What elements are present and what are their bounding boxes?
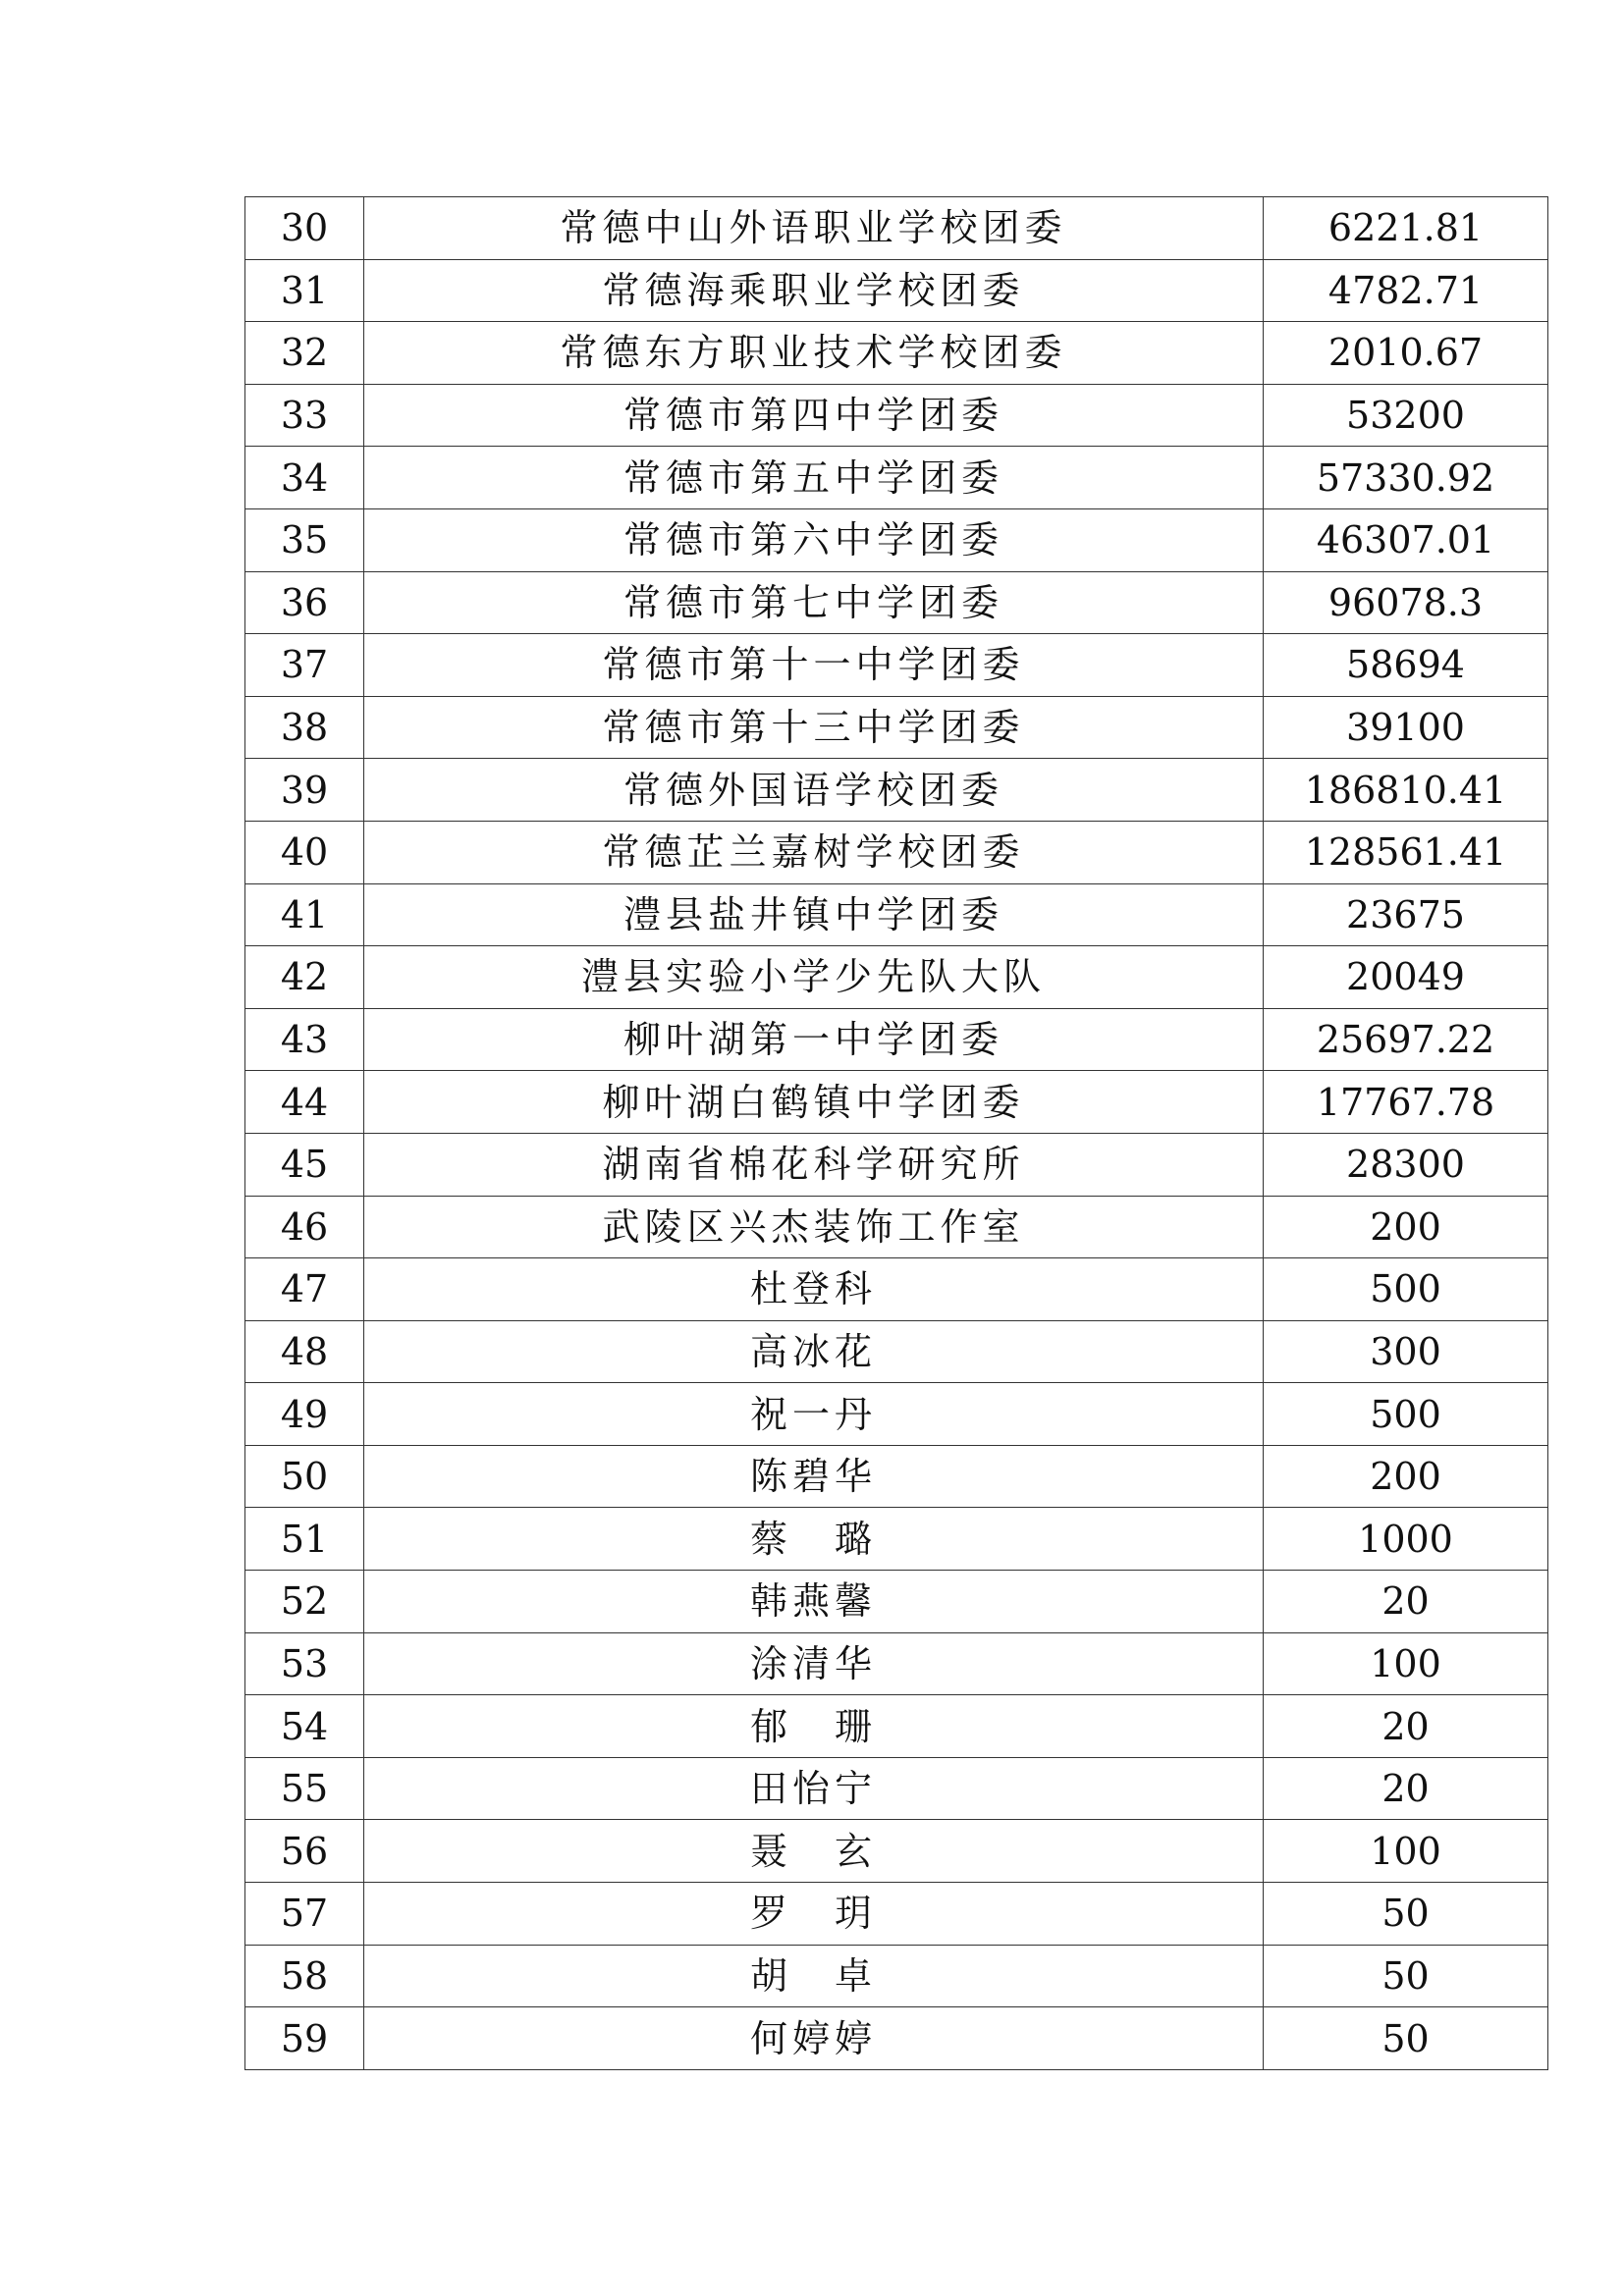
table-row: [245, 1196, 1548, 1258]
table-row: [245, 508, 1548, 571]
table-row: [245, 571, 1548, 634]
donor-name-cell: 常德外国语学校团委: [364, 759, 1264, 822]
row-number-cell: 44: [245, 1071, 364, 1134]
amount-cell: 100: [1264, 1632, 1548, 1695]
table-row: [245, 447, 1548, 509]
amount-cell: 96078.3: [1264, 571, 1548, 634]
table-row: [245, 1383, 1548, 1446]
row-number-cell: 48: [245, 1320, 364, 1383]
donor-name-cell: 常德市第十一中学团委: [364, 634, 1264, 697]
amount-cell: 200: [1264, 1445, 1548, 1508]
donor-name-cell: 澧县实验小学少先队大队: [364, 946, 1264, 1009]
amount-cell: 100: [1264, 1820, 1548, 1883]
donor-name-cell: 湖南省棉花科学研究所: [364, 1133, 1264, 1196]
amount-cell: 57330.92: [1264, 447, 1548, 509]
donor-name-cell: 何婷婷: [364, 2007, 1264, 2070]
table-row: [245, 1883, 1548, 1946]
table-row: [245, 759, 1548, 822]
row-number-cell: 46: [245, 1196, 364, 1258]
donor-name-cell: 澧县盐井镇中学团委: [364, 883, 1264, 946]
row-number-cell: 40: [245, 821, 364, 883]
table-row: [245, 1945, 1548, 2007]
donor-name-cell: 田怡宁: [364, 1757, 1264, 1820]
row-number-cell: 43: [245, 1008, 364, 1071]
amount-cell: 128561.41: [1264, 821, 1548, 883]
amount-cell: 500: [1264, 1383, 1548, 1446]
amount-cell: 2010.67: [1264, 322, 1548, 385]
amount-cell: 53200: [1264, 384, 1548, 447]
table-row: [245, 1820, 1548, 1883]
table-row: [245, 696, 1548, 759]
amount-cell: 20: [1264, 1757, 1548, 1820]
amount-cell: 50: [1264, 1883, 1548, 1946]
donor-name-cell: 常德东方职业技术学校团委: [364, 322, 1264, 385]
amount-cell: 186810.41: [1264, 759, 1548, 822]
row-number-cell: 54: [245, 1695, 364, 1758]
row-number-cell: 37: [245, 634, 364, 697]
donor-name-cell: 武陵区兴杰装饰工作室: [364, 1196, 1264, 1258]
table-row: [245, 1571, 1548, 1633]
donation-table-body: [245, 197, 1548, 2070]
amount-cell: 300: [1264, 1320, 1548, 1383]
table-row: [245, 1757, 1548, 1820]
row-number-cell: 42: [245, 946, 364, 1009]
row-number-cell: 51: [245, 1508, 364, 1571]
amount-cell: 6221.81: [1264, 197, 1548, 260]
table-row: [245, 1133, 1548, 1196]
donor-name-cell: 祝一丹: [364, 1383, 1264, 1446]
donor-name-cell: 高冰花: [364, 1320, 1264, 1383]
donor-name-cell: 常德市第五中学团委: [364, 447, 1264, 509]
row-number-cell: 30: [245, 197, 364, 260]
donor-name-cell: 常德市第四中学团委: [364, 384, 1264, 447]
amount-cell: 46307.01: [1264, 508, 1548, 571]
table-row: [245, 322, 1548, 385]
donor-name-cell: 胡 卓: [364, 1945, 1264, 2007]
amount-cell: 500: [1264, 1258, 1548, 1321]
amount-cell: 20049: [1264, 946, 1548, 1009]
table-row: [245, 259, 1548, 322]
donor-name-cell: 罗 玥: [364, 1883, 1264, 1946]
donor-name-cell: 陈碧华: [364, 1445, 1264, 1508]
amount-cell: 17767.78: [1264, 1071, 1548, 1134]
table-row: [245, 384, 1548, 447]
donor-name-cell: 常德市第六中学团委: [364, 508, 1264, 571]
amount-cell: 50: [1264, 2007, 1548, 2070]
row-number-cell: 36: [245, 571, 364, 634]
row-number-cell: 32: [245, 322, 364, 385]
donor-name-cell: 杜登科: [364, 1258, 1264, 1321]
row-number-cell: 55: [245, 1757, 364, 1820]
row-number-cell: 39: [245, 759, 364, 822]
donor-name-cell: 柳叶湖第一中学团委: [364, 1008, 1264, 1071]
row-number-cell: 53: [245, 1632, 364, 1695]
table-row: [245, 1008, 1548, 1071]
row-number-cell: 47: [245, 1258, 364, 1321]
row-number-cell: 31: [245, 259, 364, 322]
row-number-cell: 58: [245, 1945, 364, 2007]
row-number-cell: 35: [245, 508, 364, 571]
donor-name-cell: 常德市第七中学团委: [364, 571, 1264, 634]
donor-name-cell: 常德海乘职业学校团委: [364, 259, 1264, 322]
table-row: [245, 883, 1548, 946]
row-number-cell: 57: [245, 1883, 364, 1946]
table-row: [245, 2007, 1548, 2070]
table-row: [245, 946, 1548, 1009]
table-row: [245, 1071, 1548, 1134]
table-row: [245, 1632, 1548, 1695]
row-number-cell: 59: [245, 2007, 364, 2070]
row-number-cell: 45: [245, 1133, 364, 1196]
donor-name-cell: 柳叶湖白鹤镇中学团委: [364, 1071, 1264, 1134]
row-number-cell: 49: [245, 1383, 364, 1446]
table-row: [245, 1258, 1548, 1321]
amount-cell: 200: [1264, 1196, 1548, 1258]
table-row: [245, 1508, 1548, 1571]
amount-cell: 58694: [1264, 634, 1548, 697]
row-number-cell: 33: [245, 384, 364, 447]
table-row: [245, 1445, 1548, 1508]
amount-cell: 50: [1264, 1945, 1548, 2007]
row-number-cell: 41: [245, 883, 364, 946]
table-row: [245, 634, 1548, 697]
row-number-cell: 34: [245, 447, 364, 509]
donor-name-cell: 常德市第十三中学团委: [364, 696, 1264, 759]
amount-cell: 20: [1264, 1695, 1548, 1758]
donor-name-cell: 常德中山外语职业学校团委: [364, 197, 1264, 260]
amount-cell: 23675: [1264, 883, 1548, 946]
amount-cell: 28300: [1264, 1133, 1548, 1196]
table-row: [245, 821, 1548, 883]
table-row: [245, 1695, 1548, 1758]
row-number-cell: 38: [245, 696, 364, 759]
amount-cell: 20: [1264, 1571, 1548, 1633]
amount-cell: 4782.71: [1264, 259, 1548, 322]
donor-name-cell: 聂 玄: [364, 1820, 1264, 1883]
table-row: [245, 1320, 1548, 1383]
amount-cell: 1000: [1264, 1508, 1548, 1571]
row-number-cell: 50: [245, 1445, 364, 1508]
row-number-cell: 52: [245, 1571, 364, 1633]
donor-name-cell: 蔡 璐: [364, 1508, 1264, 1571]
amount-cell: 39100: [1264, 696, 1548, 759]
donor-name-cell: 郁 珊: [364, 1695, 1264, 1758]
row-number-cell: 56: [245, 1820, 364, 1883]
donor-name-cell: 涂清华: [364, 1632, 1264, 1695]
donor-name-cell: 韩燕馨: [364, 1571, 1264, 1633]
donation-table: [244, 196, 1548, 2070]
table-row: [245, 197, 1548, 260]
amount-cell: 25697.22: [1264, 1008, 1548, 1071]
donor-name-cell: 常德芷兰嘉树学校团委: [364, 821, 1264, 883]
